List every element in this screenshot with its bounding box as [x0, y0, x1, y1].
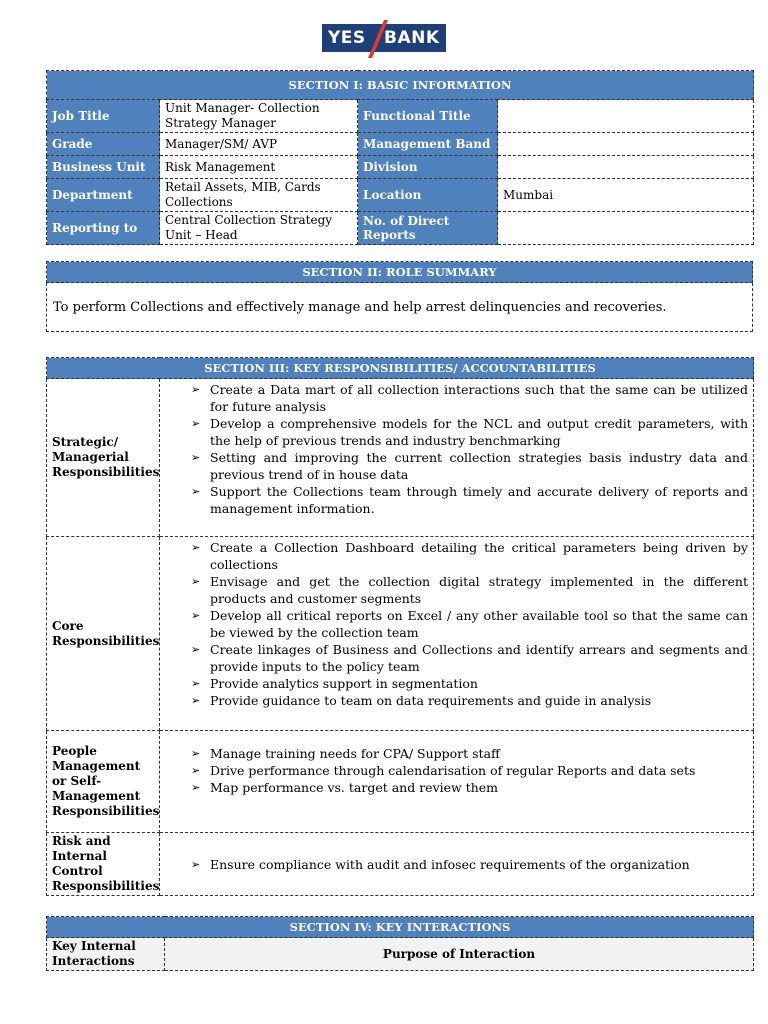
value-management-band — [498, 133, 754, 156]
value-direct-reports — [498, 212, 754, 245]
strategic-list — [165, 381, 748, 517]
value-functional-title — [498, 100, 754, 133]
label-reporting-to: Reporting to — [47, 212, 160, 245]
group-label-risk: Risk and Internal Control Responsibilities — [47, 833, 160, 896]
list-item: ➢ Drive performance through calendarisation of regular Reports and data sets — [165, 762, 748, 779]
list-item: ➢ Create linkages of Business and Collections and identify arrears and segments and provide inputs to the policy team — [165, 641, 748, 675]
section-3-header: SECTION III: KEY RESPONSIBILITIES/ ACCOUNTABILITIES — [47, 358, 754, 379]
label-functional-title: Functional Title — [358, 100, 498, 133]
value-business-unit: Risk Management — [160, 156, 358, 179]
list-item: ➢ Map performance vs. target and review them — [165, 779, 748, 796]
label-job-title: Job Title — [47, 100, 160, 133]
list-item: ➢ Manage training needs for CPA/ Support staff — [165, 745, 748, 762]
list-item: ➢ Ensure compliance with audit and infosec requirements of the organization — [165, 856, 748, 873]
basic-information-table — [46, 70, 754, 245]
group-label-strategic: Strategic/ Managerial Responsibilities — [47, 379, 160, 537]
list-item: ➢ Provide analytics support in segmentation — [165, 675, 748, 692]
section-2-header: SECTION II: ROLE SUMMARY — [47, 262, 753, 283]
list-item: ➢ Create a Collection Dashboard detailing the critical parameters being driven by collections — [165, 539, 748, 573]
value-location: Mumbai — [498, 179, 754, 212]
people-list — [165, 745, 748, 796]
label-division: Division — [358, 156, 498, 179]
list-item: ➢ Provide guidance to team on data requirements and guide in analysis — [165, 692, 748, 709]
yes-bank-logo — [322, 20, 448, 58]
section-1-header: SECTION I: BASIC INFORMATION — [47, 71, 754, 100]
value-department: Retail Assets, MIB, Cards Collections — [160, 179, 358, 212]
list-item: ➢ Develop a comprehensive models for the NCL and output credit parameters, with the help of previous trends and industry benchmarking — [165, 415, 748, 449]
group-label-core: Core Responsibilities — [47, 537, 160, 731]
logo-text-bank: BANK — [384, 28, 440, 48]
group-label-people: People Management or Self-Management Responsibilities — [47, 731, 160, 833]
label-management-band: Management Band — [358, 133, 498, 156]
value-division — [498, 156, 754, 179]
section-4-header: SECTION IV: KEY INTERACTIONS — [47, 917, 754, 938]
role-summary-table — [46, 261, 753, 332]
core-list — [165, 539, 748, 709]
list-item: ➢ Support the Collections team through timely and accurate delivery of reports and management information. — [165, 483, 748, 517]
list-item: ➢ Setting and improving the current collection strategies basis industry data and previous trend of in house data — [165, 449, 748, 483]
key-interactions-table — [46, 916, 754, 971]
key-internal-interactions-label: Key Internal Interactions — [47, 938, 165, 971]
value-job-title: Unit Manager- Collection Strategy Manager — [160, 100, 358, 133]
value-reporting-to: Central Collection Strategy Unit – Head — [160, 212, 358, 245]
list-item: ➢ Develop all critical reports on Excel / any other available tool so that the same can be viewed by the collection team — [165, 607, 748, 641]
logo-text-yes: YES — [328, 28, 366, 48]
list-item: ➢ Create a Data mart of all collection interactions such that the same can be utilized for future analysis — [165, 381, 748, 415]
label-department: Department — [47, 179, 160, 212]
value-grade: Manager/SM/ AVP — [160, 133, 358, 156]
risk-list — [165, 856, 748, 873]
label-direct-reports: No. of Direct Reports — [358, 212, 498, 245]
purpose-of-interaction-label: Purpose of Interaction — [165, 938, 754, 971]
label-business-unit: Business Unit — [47, 156, 160, 179]
label-grade: Grade — [47, 133, 160, 156]
label-location: Location — [358, 179, 498, 212]
responsibilities-table — [46, 357, 754, 896]
list-item: ➢ Envisage and get the collection digital strategy implemented in the different products and customer segments — [165, 573, 748, 607]
role-summary-text: To perform Collections and effectively manage and help arrest delinquencies and recoveries. — [47, 283, 753, 332]
